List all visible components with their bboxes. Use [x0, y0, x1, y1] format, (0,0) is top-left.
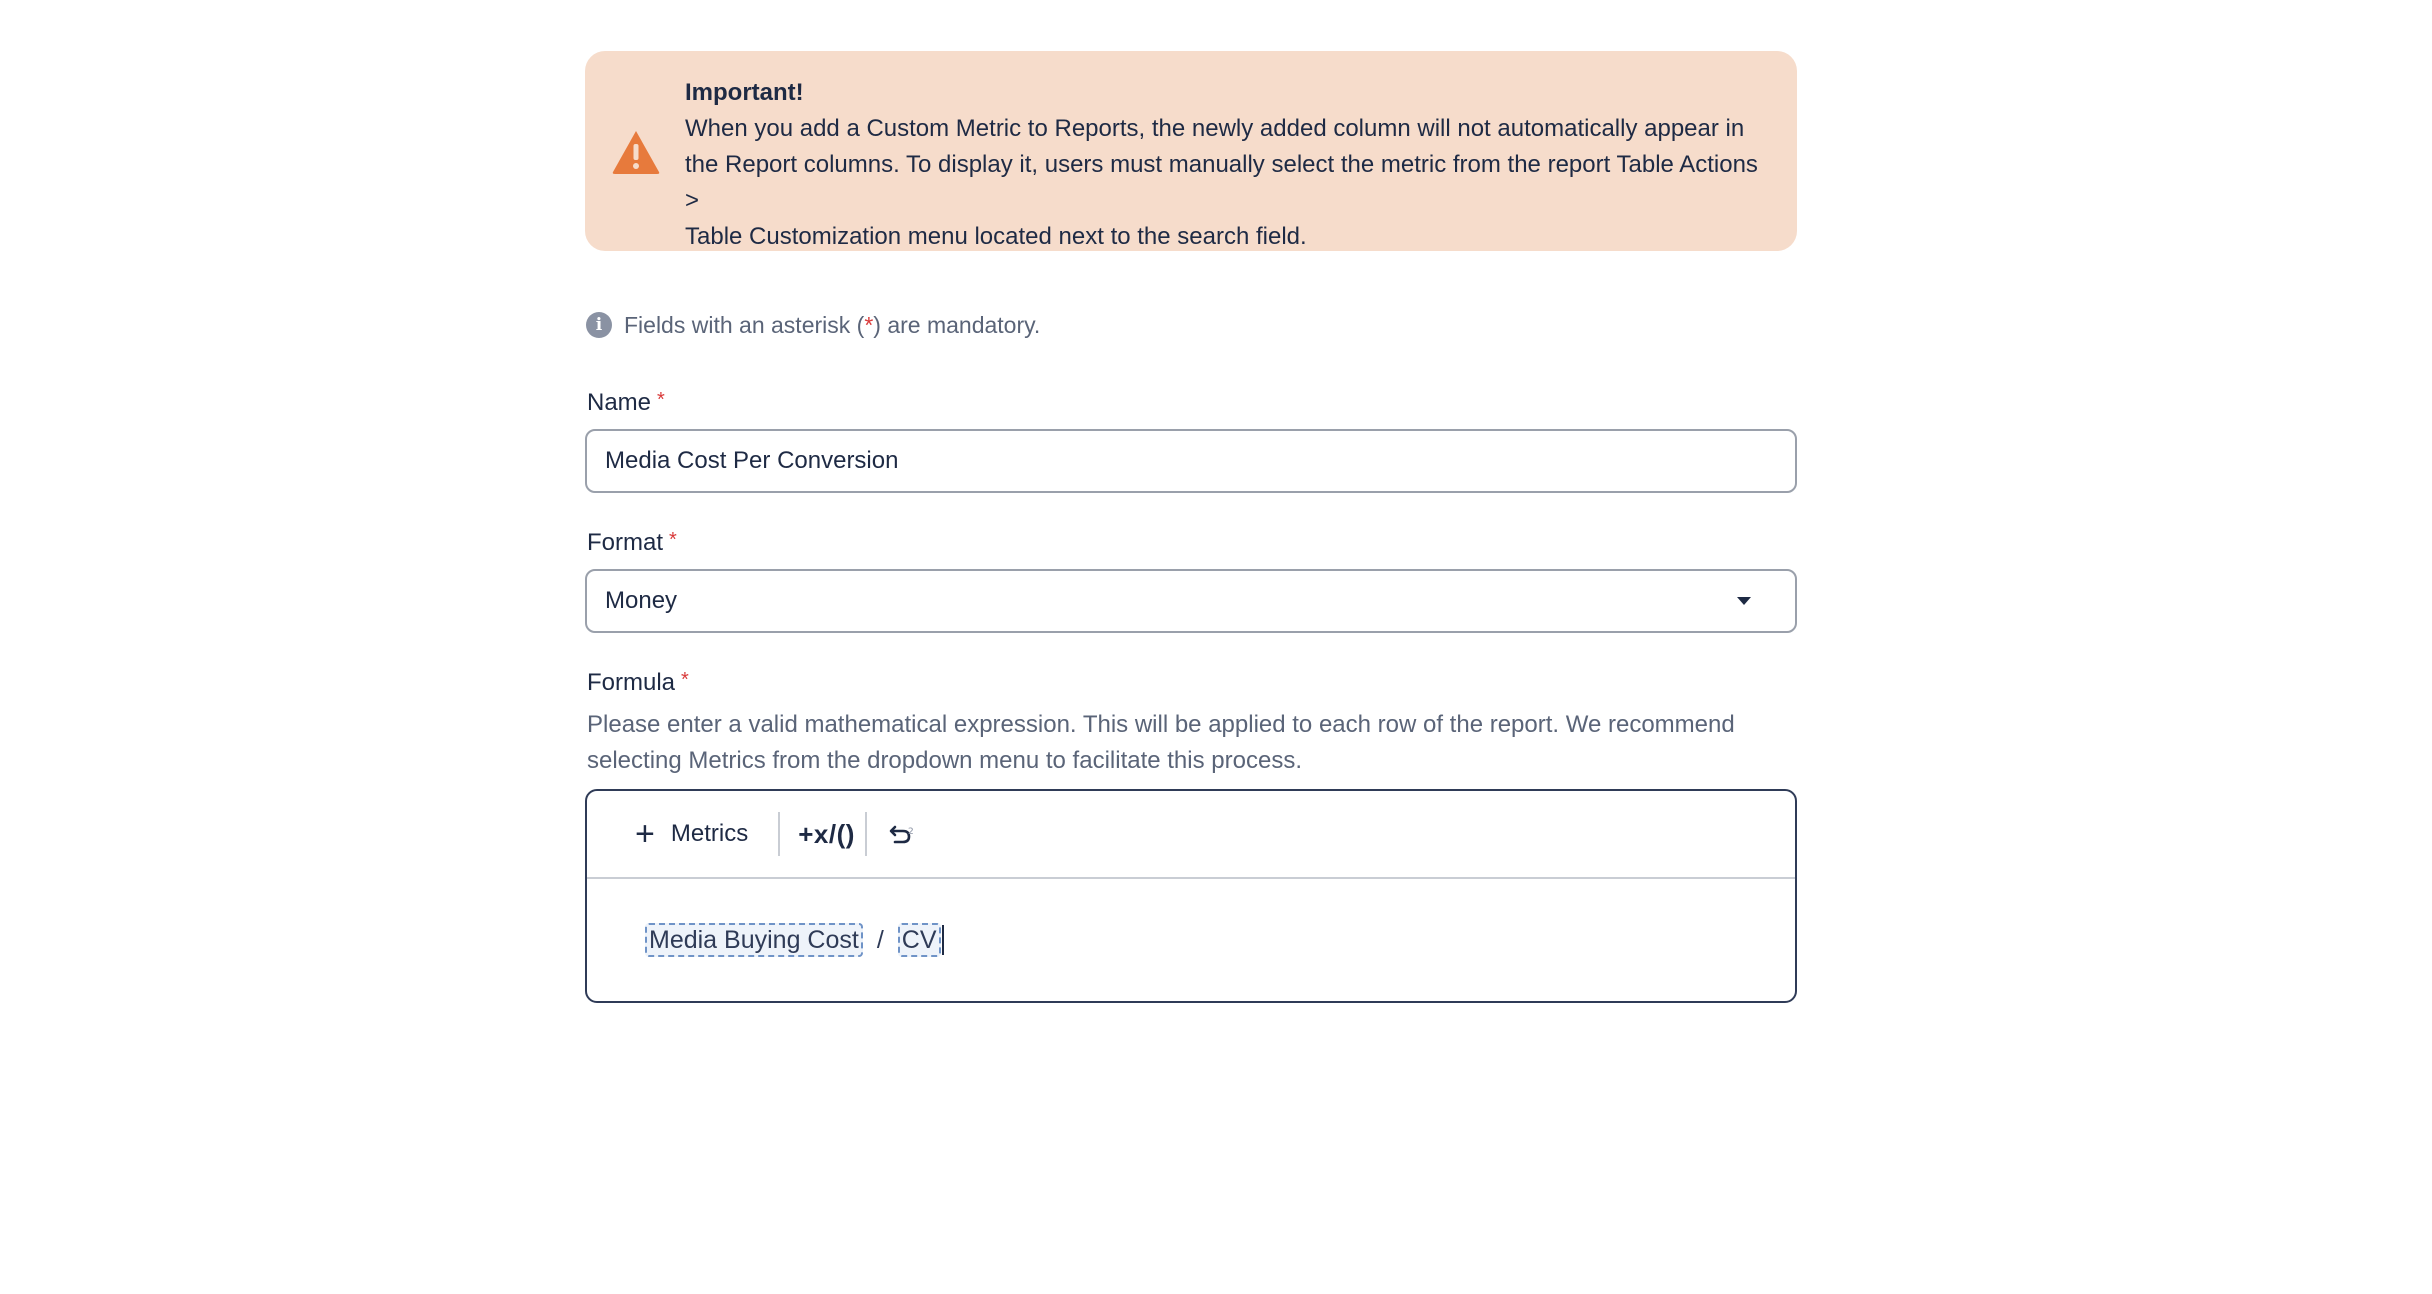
metrics-button-label: Metrics: [670, 820, 749, 847]
formula-editor: [585, 789, 1797, 1003]
formula-label: [587, 665, 1797, 701]
formula-hint-line: Please enter a valid mathematical expression. This will be applied to each row of the report. We recommend: [587, 711, 1735, 738]
add-metrics-button[interactable]: [635, 812, 780, 856]
formula-toolbar: [587, 791, 1795, 879]
chevron-down-icon[interactable]: [1737, 597, 1751, 605]
alert-title: Important!: [685, 79, 804, 106]
name-label: [587, 385, 1797, 421]
name-label-text: Name: [587, 389, 652, 416]
alert-line: Table Customization menu located next to the search field.: [685, 223, 1307, 250]
operator-divide: /: [876, 925, 884, 954]
formula-label-text: Formula: [587, 669, 676, 696]
plus-icon: +: [635, 815, 655, 853]
alert-line: When you add a Custom Metric to Reports, the newly added column will not automatically appear in: [685, 115, 1745, 142]
info-icon: i: [586, 312, 612, 338]
metric-chip[interactable]: CV: [898, 923, 941, 957]
format-label-text: Format: [587, 529, 664, 556]
text-cursor: [942, 925, 944, 955]
svg-text:2: 2: [907, 827, 914, 837]
required-mark: *: [657, 389, 665, 411]
name-input-value: Media Cost Per Conversion: [605, 447, 899, 474]
format-selected-value: Money: [605, 587, 678, 614]
format-label: [587, 525, 1797, 561]
important-alert: [585, 51, 1797, 251]
alert-message: [685, 111, 1773, 255]
formula-hint-line: selecting Metrics from the dropdown menu to facilitate this process.: [587, 747, 1302, 774]
required-mark: *: [669, 529, 677, 551]
alert-line: the Report columns. To display it, users must manually select the metric from the report Table Actions >: [685, 151, 1758, 214]
name-input[interactable]: [585, 429, 1797, 493]
undo-button[interactable]: [887, 818, 919, 850]
mandatory-fields-note: [585, 307, 1797, 343]
operators-button[interactable]: +x/(): [780, 812, 867, 856]
required-mark: *: [681, 669, 689, 691]
custom-metric-form: [585, 51, 1797, 1003]
warning-icon: [611, 129, 661, 175]
metric-chip[interactable]: Media Buying Cost: [645, 923, 863, 957]
formula-input[interactable]: [587, 879, 1795, 1001]
undo-icon: [887, 820, 915, 848]
formula-hint: [587, 707, 1797, 779]
info-suffix: ) are mandatory.: [873, 311, 1041, 338]
format-select[interactable]: [585, 569, 1797, 633]
asterisk-sample: *: [864, 311, 874, 338]
info-prefix: Fields with an asterisk (: [624, 311, 865, 338]
